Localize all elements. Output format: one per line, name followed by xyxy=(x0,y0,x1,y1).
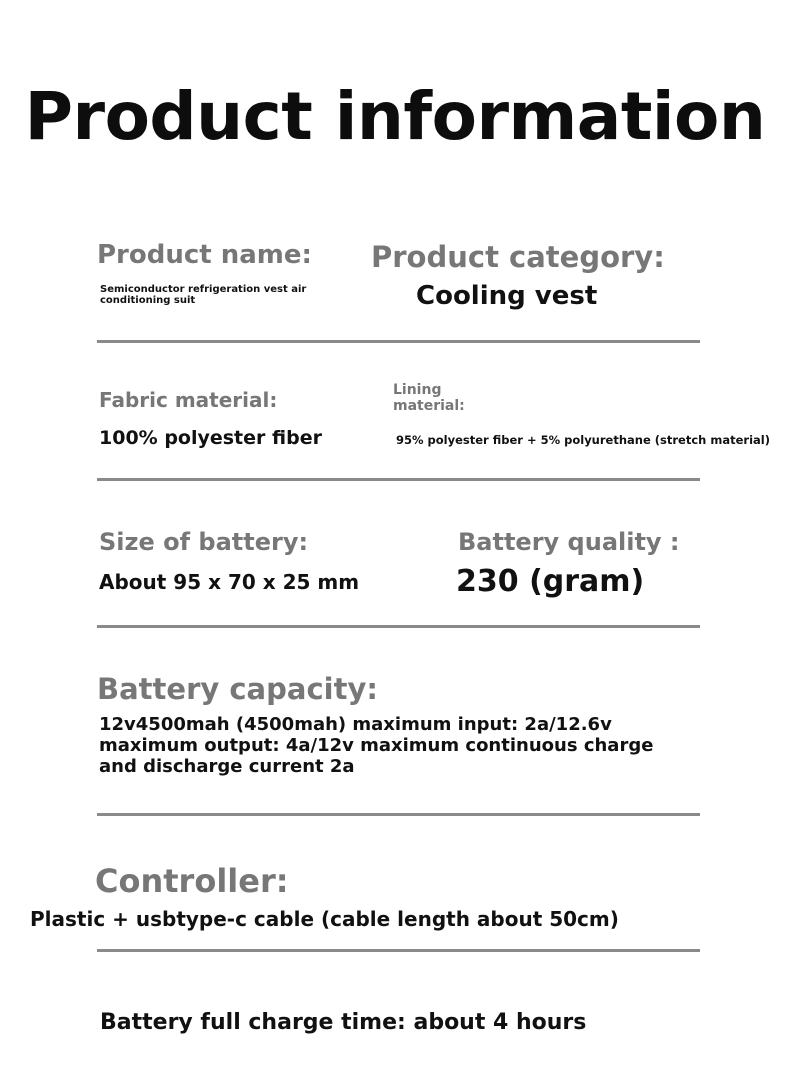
battery-quality-label: Battery quality : xyxy=(458,528,680,556)
divider xyxy=(97,625,700,628)
divider xyxy=(97,949,700,952)
fabric-material-label: Fabric material: xyxy=(99,388,278,412)
divider xyxy=(97,478,700,481)
battery-size-label: Size of battery: xyxy=(99,528,309,556)
product-category-value: Cooling vest xyxy=(416,281,598,311)
controller-label: Controller: xyxy=(95,862,289,900)
battery-capacity-value: 12v4500mah (4500mah) maximum input: 2a/12.6v maximum output: 4a/12v maximum continuous charge and discharge current 2a xyxy=(99,714,654,777)
battery-size-value: About 95 x 70 x 25 mm xyxy=(99,570,360,594)
lining-material-value: 95% polyester fiber + 5% polyurethane (stretch material) xyxy=(396,433,770,447)
product-name-label: Product name: xyxy=(97,240,312,270)
controller-value: Plastic + usbtype-c cable (cable length about 50cm) xyxy=(30,907,619,931)
product-category-label: Product category: xyxy=(371,240,665,274)
product-name-value: Semiconductor refrigeration vest air conditioning suit xyxy=(100,284,307,306)
battery-capacity-label: Battery capacity: xyxy=(97,672,378,706)
divider xyxy=(97,340,700,343)
page-title: Product information xyxy=(24,78,766,155)
charge-time-text: Battery full charge time: about 4 hours xyxy=(100,1010,587,1035)
battery-quality-value: 230 (gram) xyxy=(456,564,645,599)
lining-material-label: Lining material: xyxy=(393,382,465,414)
divider xyxy=(97,813,700,816)
fabric-material-value: 100% polyester fiber xyxy=(99,427,322,449)
